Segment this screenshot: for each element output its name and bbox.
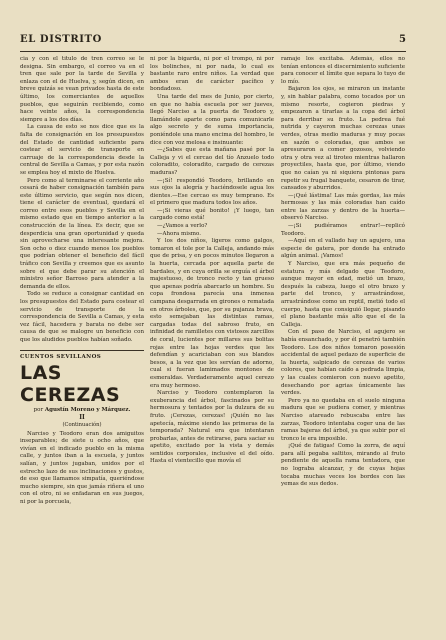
paragraph: —¿Vamos a verlo? — [157, 223, 208, 230]
paragraph: Bajaron los ojos, se miraron un instante y, sin hablar palabra, como tocados por un mismo resorte, cogieron piedras y empezaron a tirarlas a la copa del árbol para derribar su fruto. La pedrea fué nutrida y cayeron muchas cerezas unas verdes, otras medio maduras y muy pocas en sazón o coloradas, que ambos se apresuraron a comer gozosos, volviendo otra y otra vez al tiroteo mientras hallaron proyectiles, hasta que, por último, viendo que no caían ya ni siquiera pintonas para repetir su frugal banquete, cesaron de tirar, cansados y aburridos. — [281, 86, 405, 192]
page-header — [20, 34, 406, 48]
journal-title: EL DISTRITO — [20, 34, 102, 45]
paragraph: —¡Qué lástima! Las más gordas, las más hermosas y las más coloradas han caído entre las zarzas y dentro de la huerta—observó Narciso. — [281, 192, 405, 222]
paragraph: Pero ya no quedaba en el suelo ninguna madura que se pudiera comer, y mientras Narciso atareado rebuscaba entre las zarzas, Teodoro intentaba coger una de las ramas bajeras del árbol, ya que subir por el tronco le era imposible. — [281, 397, 405, 442]
column-1 — [20, 56, 144, 636]
paragraph: Todo se reduce a consignar cantidad en los presupuestos del Estado para costear el servicio de transporte de la correspondencia de Sevilla a Camas, y esta vez fácil, hacedera y barata no debe ser causa de que se malogre un beneficio con que los aludidos pueblos habían soñado. — [20, 291, 144, 343]
paragraph: Narciso y Teodoro contemplaron la exuberancia del árbol, fascinados por su hermosura y tentados por la dulzura de su fruto. ¡Cerezas, cerezas! ¡Quién no las apetecía, máxime siendo las primeras de la temporada? Natural era que intentaran probarlas, antes de retirarse, para saciar su apetito, excitado por la vista y demás sentidos corporales, inclusive el del oído. Hasta el vientecillo que movía el — [150, 390, 274, 465]
header-divider — [20, 51, 406, 52]
paragraph: cia y con el título de tren correo se le designa. Sin embargo, el correo va en el tren que sale por la tarde de Sevilla y enlaza con el de Huelva, y, según dicen, en breve quizás se vean privados hasta de este último, los comerciantes de aquellos pueblos, que seguirán recibiendo, como hace veinte años, la correspondencia siempre a los dos días. — [20, 56, 144, 123]
byline-author: Agustín Moreno y Márquez. — [44, 406, 131, 413]
paragraph: ¡Qué de fatigas! Como la zorra, de aquí para allí pegaba saltitos, mirando al fruto pendiente de aquella rama tentadora, que no lograba alcanzar, y de cuyas hojas tocaba muchas veces los bordes con las yemas de sus dedos. — [281, 443, 405, 488]
page-number: 5 — [399, 34, 406, 45]
paragraph: —¿Sabes que esta mañana pasé por la Calleja y vi el cercao del tío Anzuelo todo coloradito, coloradito, cargado de cerezas maduras? — [150, 147, 274, 176]
paragraph: Narciso y Teodoro eran dos amiguitos inseparables; de siete u ocho años, que vivían en el indicado pueblo en la misma calle, y juntos iban a la escuela, y juntos salían, y juntos jugaban, unidos por el estrecho lazo de sus inclinaciones y gustos, de eso que llamamos simpatía, queriéndose mucho siempre, sin que jamás riñera el uno con el otro, ni se enfadaran en sus juegos, ni por la porcuela, — [20, 430, 144, 505]
chapter-number: II — [79, 413, 85, 421]
story-title: LAS CEREZAS — [20, 361, 121, 406]
paragraph: Y Narciso, que era más pequeño de estatura y más delgado que Teodoro, aunque mayor en edad, metió un brazo, después la cabeza, luego el otro brazo y parte del tronco, y arrastrándose, arrastrándose como un reptil, metió todo el cuerpo, hasta que consiguió llegar, pisando el plano bastante más alto que el de la Calleja. — [281, 261, 405, 328]
continuation-label: (Continuación) — [62, 421, 102, 428]
paragraph: —Aquí en el vallado hay un agujero, una especie de gatera, por donde ha entrado algún animal. ¡Vamos! — [281, 238, 405, 260]
paragraph: Con el paso de Narciso, el agujero se había ensanchado, y por él penetró también Teodoro. Los dos niños tomaron posesión accidental de aquel pedazo de superficie de la huerta, salpicado de cerezas de varios colores, que habían caído a pedrada limpia, y las cuales comieron con nuevo apetito, desechando por agrias únicamente las verdes. — [281, 329, 405, 397]
column-2 — [150, 56, 274, 636]
paragraph: —¡Si pudiéramos entrar!—replicó Teodoro. — [281, 223, 405, 237]
byline-prefix: por — [33, 406, 44, 413]
paragraph: La causa de esto se nos dice que es la falta de consignación en los presupuestos del Estado de cantidad suficiente para costear el servicio de transporte en carruaje de la correspondencia desde la central de Sevilla a Camas, y por esta razón se emplea hoy el mixto de Huelva. — [20, 124, 144, 176]
paragraph: —¡Si vieras qué bonito! ¡Y luego, tan cargado como está! — [150, 207, 274, 222]
column-3 — [281, 56, 405, 636]
paragraph: ramaje los excitaba. Además, ellos no tenían entonces el discernimiento suficiente para conocer el límite que separa lo tuyo de lo mío. — [281, 56, 405, 85]
paragraph: Una tarde del mes de Junio, por cierto, en que no había escuela por ser jueves, llegó Narciso a la puerta de Teodoro y, llamándole aparte como para comunicarle algo secreto y de suma importancia, poniéndole una mano encima del hombro, le dice con voz melosa e insinuante: — [150, 93, 274, 146]
section-label: CUENTOS SEVILLANOS — [20, 353, 102, 360]
section-divider — [20, 350, 144, 351]
paragraph: —¡Sí! respondió Teodoro, brillando en sus ojos la alegría y haciéndosele agua los dientes.—Ese cercao es muy temprano. Es el primero que madura todos los años. — [150, 177, 274, 207]
paragraph: —Ahora mismo. — [157, 230, 201, 237]
byline — [20, 406, 144, 414]
paragraph: Pero como al terminarse el corriente año cesará de haber consignación también para este último servicio, que según nos dicen, tiene el carácter de eventual, quedará el correo entre esos pueblos y Sevilla en el mismo estado que en tiempo anterior a la construcción de la línea. Es decir, que se desperdicia una gran oportunidad y queda sin aprovecharse una interesante mejora. Son ocho o diez cuando menos los pueblos que podrían obtener el beneficio del fácil tráfico con Sevilla y creemos que es asunto sobre el que debe parar su atención el ministro señor Barroso para atender a la demanda de ellos. — [20, 177, 144, 290]
paragraph: Y los dos niños, ligeros como galgos, tomaron el tole por la Calleja, andando más que de prisa, y en pocos minutos llegaron a la huerta, cercada por aquella parte de bardales, y en cuya orilla se erguía el árbol majestuoso, de tronco recto y tan grueso que apenas podría abarcarlo un hombre. Su copa frondosa parecía una inmensa campana desgarrada en girones o rematada en otros árboles, que, por su pujanza brava, esto semejaban las distintas ramas, cargadas todas del sabroso fruto, en infinidad de ramilletes con vistosos zarcillos de coral, lucientes por millares sus bolitas rojas entre las hojas verdes que les defendían y acariciaban con sus blandos besos, a la vez que les servían de adorno, cual si fueran lamimados montones de esmeraldas. Verdaderamente aquel cerezo era muy hermoso. — [150, 238, 274, 389]
paragraph: ni por la bigarda, ni por el trompo, ni por los bolinches, ni por nada, lo cual es bastante raro entre niños. La verdad que ambos eran de carácter pacífico y bondadoso. — [150, 56, 274, 93]
